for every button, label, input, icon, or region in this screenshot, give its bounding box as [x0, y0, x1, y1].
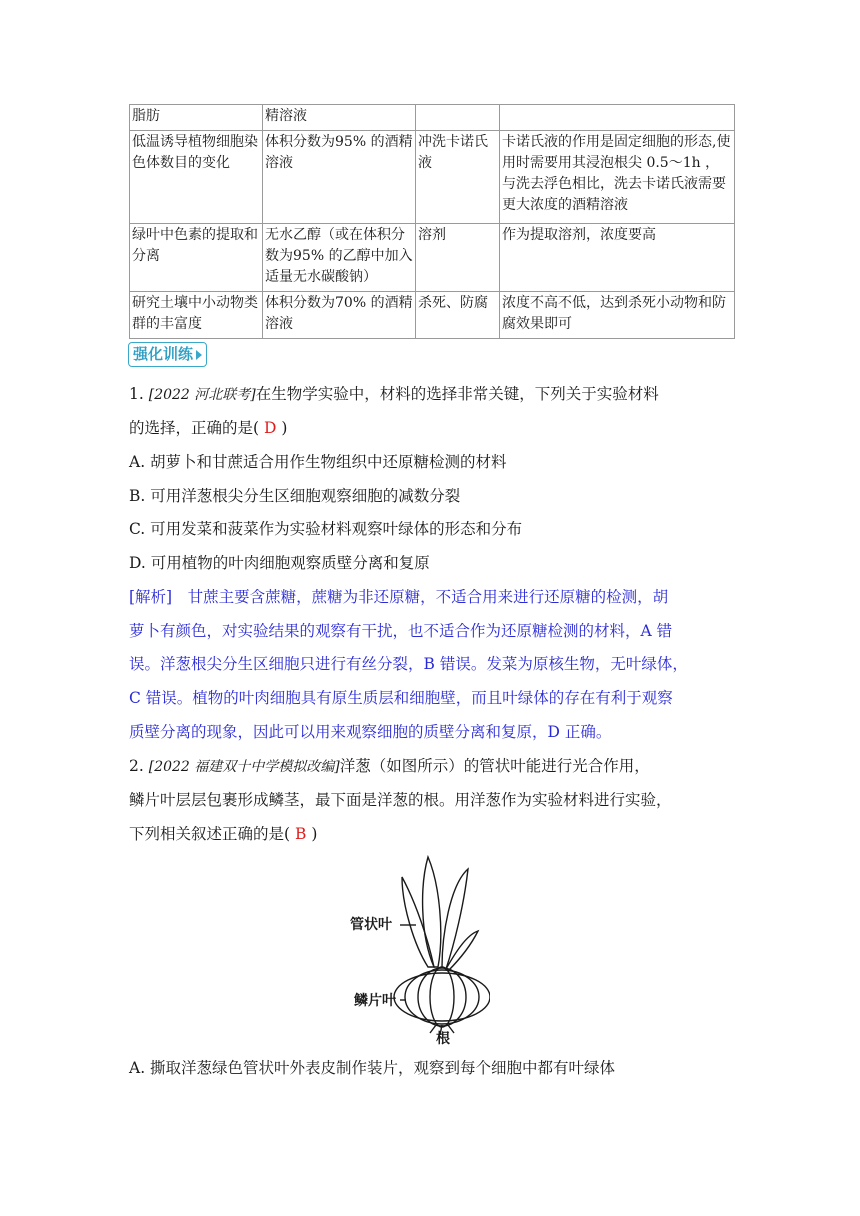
- q2-answer: B: [295, 825, 307, 843]
- section-badge-label: 强化训练: [133, 345, 194, 363]
- section-badge: [128, 342, 207, 367]
- table-cell: [416, 105, 500, 131]
- q1-number: 1.: [129, 385, 144, 403]
- table-cell: 冲洗卡诺氏液: [416, 131, 500, 224]
- q2-source: [2022 福建双十中学模拟改编]: [148, 759, 340, 775]
- table-row: [130, 292, 735, 339]
- q2-stem-text3: 下列相关叙述正确的是(: [129, 825, 291, 843]
- q1-analysis-line: C 错误。植物的叶肉细胞具有原生质层和细胞壁，而且叶绿体的存在有利于观察: [129, 689, 673, 707]
- reagent-table: [129, 104, 735, 339]
- q2-stem-text: 洋葱（如图所示）的管状叶能进行光合作用，: [339, 757, 650, 775]
- tube-leaf-shape: [423, 857, 441, 967]
- q1-stem-text: 在生物学实验中，材料的选择非常关键，下列关于实验材料: [255, 385, 659, 403]
- table-row: [130, 224, 735, 292]
- onion-diagram: [350, 855, 490, 1045]
- table-cell: 低温诱导植物细胞染色体数目的变化: [130, 131, 263, 224]
- table-cell: 溶剂: [416, 224, 500, 292]
- figure-label-tube-leaf: 管状叶: [350, 917, 392, 933]
- q1-analysis-line: 质壁分离的现象，因此可以用来观察细胞的质壁分离和复原，D 正确。: [129, 723, 612, 741]
- q2-stem-close: ): [311, 825, 318, 843]
- table-cell: 卡诺氏液的作用是固定细胞的形态,使用时需要用其浸泡根尖 0.5～1h ，与洗去浮色相比，洗去卡诺氏液需要更大浓度的酒精溶液: [500, 131, 735, 224]
- table-cell: 作为提取溶剂，浓度要高: [500, 224, 735, 292]
- table-cell: 杀死、防腐: [416, 292, 500, 339]
- q1-stem-line2: [129, 418, 287, 438]
- table-cell: 精溶液: [263, 105, 416, 131]
- figure-label-root: 根: [436, 1031, 450, 1045]
- scale-leaf-shape: [430, 967, 454, 1027]
- q1-option-c: C. 可用发菜和菠菜作为实验材料观察叶绿体的形态和分布: [129, 520, 523, 538]
- q1-option-a: A. 胡萝卜和甘蔗适合用作生物组织中还原糖检测的材料: [129, 453, 507, 471]
- table-row: [130, 131, 735, 224]
- q1-option-b: B. 可用洋葱根尖分生区细胞观察细胞的减数分裂: [129, 487, 461, 505]
- table-cell: 无水乙醇（或在体积分数为95% 的乙醇中加入适量无水碳酸钠）: [263, 224, 416, 292]
- table-cell: 体积分数为70% 的酒精溶液: [263, 292, 416, 339]
- q1-analysis-line: [解析] 甘蔗主要含蔗糖，蔗糖为非还原糖，不适合用来进行还原糖的检测，胡: [129, 588, 669, 606]
- q2-stem-line3: [129, 824, 317, 844]
- q1-source: [2022 河北联考]: [148, 387, 256, 403]
- table-row: [130, 105, 735, 131]
- scale-leaf-shape: [394, 973, 490, 1021]
- q2-stem-line2: 鳞片叶层层包裹形成鳞茎，最下面是洋葱的根。用洋葱作为实验材料进行实验，: [129, 791, 672, 809]
- q1-stem-close: ): [281, 419, 288, 437]
- table-cell: 体积分数为95% 的酒精溶液: [263, 131, 416, 224]
- q2-stem-line1: [129, 756, 650, 777]
- q1-answer: D: [264, 419, 277, 437]
- table-cell: 脂肪: [130, 105, 263, 131]
- table-cell: 绿叶中色素的提取和分离: [130, 224, 263, 292]
- badge-arrow-icon: [196, 350, 202, 360]
- q2-option-a: A. 撕取洋葱绿色管状叶外表皮制作装片，观察到每个细胞中都有叶绿体: [129, 1059, 616, 1077]
- q1-option-d: D. 可用植物的叶肉细胞观察质壁分离和复原: [129, 554, 430, 572]
- table-cell: [500, 105, 735, 131]
- scale-leaf-shape: [418, 968, 466, 1026]
- table-cell: 研究土壤中小动物类群的丰富度: [130, 292, 263, 339]
- q1-stem-text2: 的选择，正确的是(: [129, 419, 260, 437]
- scale-leaf-shape: [405, 970, 479, 1024]
- q1-analysis-line: 误。洋葱根尖分生区细胞只进行有丝分裂，B 错误。发菜为原核生物，无叶绿体，: [129, 655, 688, 673]
- figure-label-scale-leaf: 鳞片叶: [354, 993, 396, 1009]
- q1-stem-line1: [129, 384, 659, 405]
- table-cell: 浓度不高不低，达到杀死小动物和防腐效果即可: [500, 292, 735, 339]
- q2-number: 2.: [129, 757, 144, 775]
- q1-analysis-line: 萝卜有颜色，对实验结果的观察有干扰，也不适合作为还原糖检测的材料，A 错: [129, 622, 673, 640]
